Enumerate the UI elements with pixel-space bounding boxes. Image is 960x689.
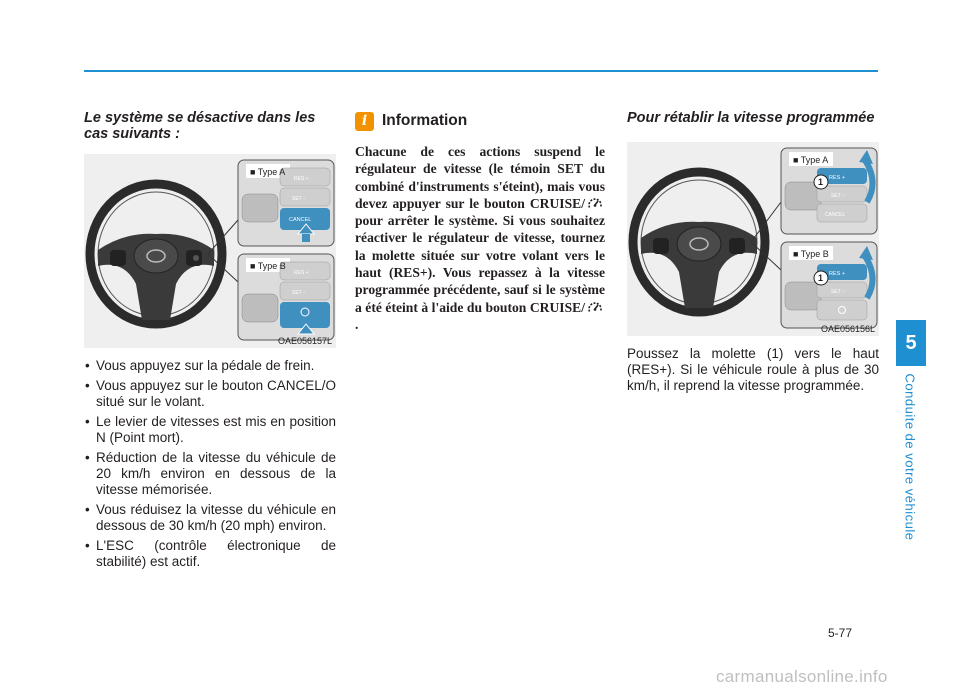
type-a-label: ■ Type A xyxy=(250,167,286,177)
set-label-b: SET − xyxy=(831,289,845,295)
information-body xyxy=(355,143,605,333)
list-item: • L'ESC (contrôle électronique de stabilité) est actif. xyxy=(84,538,336,570)
cruise-icon xyxy=(587,300,603,316)
watermark: carmanualsonline.info xyxy=(716,667,888,686)
callout-number: 1 xyxy=(818,177,824,187)
steering-wheel-drawing xyxy=(90,184,222,324)
list-item: • Vous réduisez la vitesse du véhicule en dessous de 30 km/h (20 mph) environ. xyxy=(84,502,336,534)
res-label: RES + xyxy=(829,175,846,181)
top-rule xyxy=(84,70,878,72)
cancel-label: CANCEL xyxy=(289,217,312,223)
page-number: 5-77 xyxy=(828,626,853,640)
callout-number-b: 1 xyxy=(818,273,824,283)
steering-wheel-figure-resume xyxy=(627,142,879,336)
middle-column xyxy=(355,110,605,333)
list-item: • Vous appuyez sur le bouton CANCEL/O situé sur le volant. xyxy=(84,378,336,410)
cancel-label: CANCEL xyxy=(825,212,846,218)
deactivation-list xyxy=(84,358,336,570)
info-text-part3: . xyxy=(355,316,359,332)
list-item: • Le levier de vitesses est mis en position N (Point mort). xyxy=(84,414,336,446)
type-b-label: ■ Type B xyxy=(793,249,829,259)
info-icon: i xyxy=(355,112,374,131)
cruise-icon xyxy=(587,196,603,212)
set-label: SET − xyxy=(292,196,306,202)
set-label: SET − xyxy=(831,193,845,199)
steering-wheel-illustration xyxy=(84,154,336,348)
steering-wheel-drawing xyxy=(633,172,765,312)
type-b-label: ■ Type B xyxy=(250,261,286,271)
right-column xyxy=(627,110,879,394)
deactivation-heading: Le système se désactive dans les cas suivants : xyxy=(84,110,316,142)
restore-speed-heading: Pour rétablir la vitesse programmée xyxy=(627,110,875,126)
set-label-b: SET − xyxy=(292,290,306,296)
information-header xyxy=(355,110,605,132)
figure-code: OAE056156L xyxy=(820,324,875,334)
chapter-number-tab: 5 xyxy=(896,320,926,366)
list-item: • Vous appuyez sur la pédale de frein. xyxy=(84,358,336,374)
left-column xyxy=(84,110,336,574)
figure-code: OAE056157L xyxy=(277,336,332,346)
res-label-b: RES + xyxy=(294,270,309,276)
steering-wheel-figure-deactivation xyxy=(84,154,336,348)
type-a-label: ■ Type A xyxy=(793,155,829,165)
res-label: RES + xyxy=(294,176,309,182)
information-title: Information xyxy=(382,112,468,129)
list-item: • Réduction de la vitesse du véhicule de 20 km/h environ en dessous de la vitesse mémorisée. xyxy=(84,450,336,498)
chapter-title xyxy=(878,372,942,542)
info-text-part1: Chacune de ces actions suspend le régulateur de vitesse (le témoin SET du combiné d'instruments s'éteint), mais vous devez appuyer sur le bouton CRUISE/ xyxy=(355,144,605,211)
steering-wheel-illustration xyxy=(627,142,879,336)
chapter-title-text: Conduite de votre véhicule xyxy=(902,373,918,541)
res-label-b: RES + xyxy=(829,271,846,277)
restore-speed-text: Poussez la molette (1) vers le haut (RES+). Si le véhicule roule à plus de 30 km/h, il reprend la vitesse programmée. xyxy=(627,346,879,393)
info-text-part2: pour arrêter le système. Si vous souhaitez réactiver le régulateur de vitesse, tournez la molette située sur votre volant vers le haut (RES+). Vous repassez à la vitesse programmée précédente, sauf si le système a été éteint à l'aide du bouton CRUISE/ xyxy=(355,213,605,315)
